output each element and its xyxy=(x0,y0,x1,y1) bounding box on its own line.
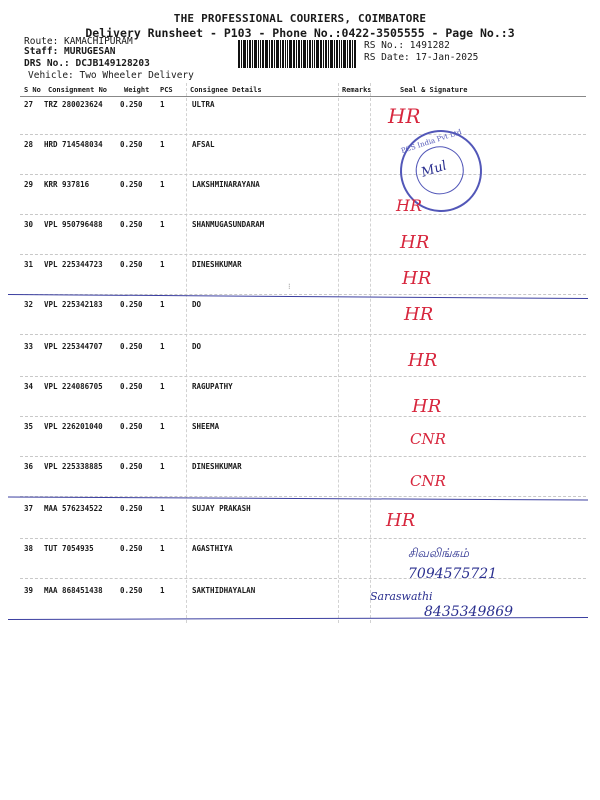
col-remarks: Remarks xyxy=(342,86,372,94)
row-consignee: DO xyxy=(192,300,202,309)
row-divider xyxy=(20,456,586,457)
rs-date: RS Date: 17-Jan-2025 xyxy=(364,52,479,63)
row-divider xyxy=(20,538,586,539)
row-sno: 38 xyxy=(24,544,34,553)
row-consignee: LAKSHMINARAYANA xyxy=(192,180,260,189)
row-weight: 0.250 xyxy=(120,504,143,513)
row-weight: 0.250 xyxy=(120,300,143,309)
column-divider xyxy=(338,83,339,623)
row-divider xyxy=(20,134,586,135)
row-pcs: 1 xyxy=(160,504,165,513)
col-seal-signature: Seal & Signature xyxy=(400,86,468,94)
signature-hr: HR xyxy=(402,268,432,289)
row-pcs: 1 xyxy=(160,180,165,189)
column-divider xyxy=(370,83,371,623)
row-consignee: SAKTHIDHAYALAN xyxy=(192,586,256,595)
row-consignment-no: KRR 937816 xyxy=(44,180,90,189)
signature-cnr: CNR xyxy=(410,430,446,448)
signature-name: Saraswathi xyxy=(370,590,433,603)
pen-line xyxy=(8,496,588,500)
signature-phone: 8435349869 xyxy=(424,604,514,620)
row-weight: 0.250 xyxy=(120,586,143,595)
vehicle-label: Vehicle: Two Wheeler Delivery xyxy=(28,70,194,81)
route-label: Route: KAMACHIPURAM xyxy=(24,36,133,47)
row-consignee: SHANMUGASUNDARAM xyxy=(192,220,265,229)
row-pcs: 1 xyxy=(160,220,165,229)
row-consignment-no: VPL 225342183 xyxy=(44,300,103,309)
row-sno: 39 xyxy=(24,586,34,595)
row-weight: 0.250 xyxy=(120,422,143,431)
row-consignee: ULTRA xyxy=(192,100,215,109)
row-weight: 0.250 xyxy=(120,260,143,269)
row-consignee: SHEEMA xyxy=(192,422,220,431)
row-sno: 33 xyxy=(24,342,34,351)
row-consignment-no: MAA 868451438 xyxy=(44,586,103,595)
rs-number: RS No.: 1491282 xyxy=(364,40,450,51)
header-rule xyxy=(20,96,586,97)
row-pcs: 1 xyxy=(160,462,165,471)
signature-phone: 7094575721 xyxy=(408,566,498,582)
row-pcs: 1 xyxy=(160,422,165,431)
row-sno: 27 xyxy=(24,100,34,109)
signature-hr: HR xyxy=(388,104,421,128)
row-consignee: DINESHKUMAR xyxy=(192,462,242,471)
row-weight: 0.250 xyxy=(120,100,143,109)
row-consignee: AGASTHIYA xyxy=(192,544,233,553)
row-pcs: 1 xyxy=(160,586,165,595)
signature-hr: HR xyxy=(412,396,442,417)
signature-hr: HR xyxy=(396,196,422,215)
signature-hr: HR xyxy=(404,304,434,325)
row-consignment-no: MAA 576234522 xyxy=(44,504,103,513)
column-divider xyxy=(186,83,187,623)
row-divider xyxy=(20,578,586,579)
row-weight: 0.250 xyxy=(120,140,143,149)
row-consignee: AFSAL xyxy=(192,140,215,149)
row-sno: 28 xyxy=(24,140,34,149)
drs-number: DRS No.: DCJB149128203 xyxy=(24,58,150,69)
signature-tamil-name: சிவலிங்கம் xyxy=(408,546,469,560)
row-consignee: DINESHKUMAR xyxy=(192,260,242,269)
row-sno: 36 xyxy=(24,462,34,471)
col-pcs: PCS xyxy=(160,86,173,94)
row-pcs: 1 xyxy=(160,342,165,351)
col-sno: S No xyxy=(24,86,41,94)
row-consignment-no: HRD 714548034 xyxy=(44,140,103,149)
company-title: THE PROFESSIONAL COURIERS, COIMBATORE xyxy=(173,12,427,25)
row-pcs: 1 xyxy=(160,140,165,149)
signature-hr: HR xyxy=(400,232,430,253)
runsheet-title: Delivery Runsheet - P103 - Phone No.:0422-3505555 - Page No.:3 xyxy=(85,26,515,40)
col-weight: Weight xyxy=(124,86,150,94)
row-weight: 0.250 xyxy=(120,462,143,471)
row-weight: 0.250 xyxy=(120,342,143,351)
row-weight: 0.250 xyxy=(120,382,143,391)
row-sno: 29 xyxy=(24,180,34,189)
row-consignee: SUJAY PRAKASH xyxy=(192,504,251,513)
row-pcs: 1 xyxy=(160,260,165,269)
stamp-scrawl: Mul xyxy=(419,158,449,181)
row-pcs: 1 xyxy=(160,544,165,553)
row-consignee: RAGUPATHY xyxy=(192,382,233,391)
row-sno: 35 xyxy=(24,422,34,431)
row-pcs: 1 xyxy=(160,382,165,391)
row-pcs: 1 xyxy=(160,300,165,309)
row-consignment-no: TRZ 280023624 xyxy=(44,100,103,109)
row-consignment-no: VPL 226201040 xyxy=(44,422,103,431)
smudge-mark: ⁝ xyxy=(288,282,291,291)
row-consignee: DO xyxy=(192,342,202,351)
row-weight: 0.250 xyxy=(120,180,143,189)
row-sno: 31 xyxy=(24,260,34,269)
row-divider xyxy=(20,214,586,215)
row-consignment-no: VPL 225344707 xyxy=(44,342,103,351)
row-weight: 0.250 xyxy=(120,220,143,229)
row-divider xyxy=(20,334,586,335)
barcode-image xyxy=(238,40,356,68)
row-sno: 32 xyxy=(24,300,34,309)
row-divider xyxy=(20,174,586,175)
signature-cnr: CNR xyxy=(410,472,446,490)
staff-label: Staff: MURUGESAN xyxy=(24,46,116,57)
row-consignment-no: VPL 225338885 xyxy=(44,462,103,471)
row-weight: 0.250 xyxy=(120,544,143,553)
row-sno: 34 xyxy=(24,382,34,391)
row-consignment-no: VPL 224086705 xyxy=(44,382,103,391)
row-sno: 37 xyxy=(24,504,34,513)
row-consignment-no: TUT 7054935 xyxy=(44,544,94,553)
row-divider xyxy=(20,254,586,255)
row-consignment-no: VPL 950796488 xyxy=(44,220,103,229)
row-consignment-no: VPL 225344723 xyxy=(44,260,103,269)
row-pcs: 1 xyxy=(160,100,165,109)
signature-hr: HR xyxy=(408,350,438,371)
col-consignee: Consignee Details xyxy=(190,86,262,94)
stamp-text: PCS India Pvt Ltd xyxy=(400,127,463,156)
row-sno: 30 xyxy=(24,220,34,229)
col-consignment: Consignment No xyxy=(48,86,108,94)
signature-hr: HR xyxy=(386,510,416,531)
row-divider xyxy=(20,416,586,417)
row-divider xyxy=(20,376,586,377)
